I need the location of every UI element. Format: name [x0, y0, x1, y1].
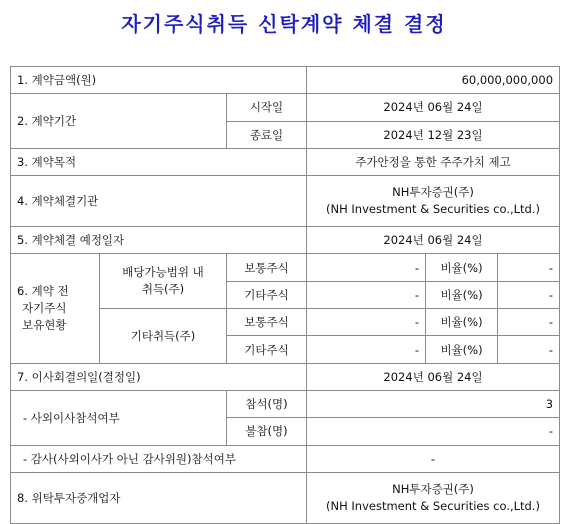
- group1-line1: 배당가능범위 내: [122, 265, 204, 280]
- present-label: 참석(명): [227, 390, 307, 417]
- ratio-label: 비율(%): [426, 336, 498, 363]
- row-board-resolution: [11, 363, 560, 390]
- row-contract-period-start: [11, 94, 560, 121]
- row-auditor-attendance: [11, 445, 560, 472]
- contract-amount-value: 60,000,000,000: [307, 67, 560, 94]
- contract-amount-label: 1. 계약금액(원): [11, 67, 307, 94]
- institution-name-korean: NH투자증권(주): [392, 185, 474, 200]
- row-contract-purpose: [11, 148, 560, 175]
- holding-label-line1: 6. 계약 전: [17, 284, 69, 299]
- disclosure-table: [10, 66, 560, 524]
- common-stock-label: 보통주식: [227, 254, 307, 281]
- contract-date-value: 2024년 06월 24일: [307, 227, 560, 254]
- row-contract-institution: [11, 176, 560, 227]
- ratio-value: -: [498, 254, 560, 281]
- ratio-label: 비율(%): [426, 309, 498, 336]
- board-resolution-value: 2024년 06월 24일: [307, 363, 560, 390]
- auditor-attendance-value: -: [307, 445, 560, 472]
- board-resolution-label: 7. 이사회결의일(결정일): [11, 363, 307, 390]
- common-stock-qty: -: [307, 254, 426, 281]
- contract-period-label: 2. 계약기간: [11, 94, 227, 149]
- common-stock-qty: -: [307, 309, 426, 336]
- other-stock-qty: -: [307, 281, 426, 308]
- absent-value: -: [307, 418, 560, 445]
- ratio-value: -: [498, 309, 560, 336]
- contract-date-label: 5. 계약체결 예정일자: [11, 227, 307, 254]
- row-outside-director-present: [11, 390, 560, 417]
- treasury-stock-holding-label: [11, 254, 100, 363]
- ratio-value: -: [498, 281, 560, 308]
- contract-institution-label: 4. 계약체결기관: [11, 176, 307, 227]
- other-stock-label: 기타주식: [227, 281, 307, 308]
- contract-purpose-value: 주가안정을 통한 주주가치 제고: [307, 148, 560, 175]
- other-stock-label: 기타주식: [227, 336, 307, 363]
- common-stock-label: 보통주식: [227, 309, 307, 336]
- other-stock-qty: -: [307, 336, 426, 363]
- ratio-value: -: [498, 336, 560, 363]
- broker-value: [307, 472, 560, 523]
- broker-name-english: (NH Investment & Securities co.,Ltd.): [326, 498, 540, 513]
- contract-institution-value: [307, 176, 560, 227]
- end-date-label: 종료일: [227, 121, 307, 148]
- holding-label-line2: 자기주식: [22, 301, 67, 316]
- group1-line2: 취득(주): [141, 282, 185, 297]
- other-acquisition-label: 기타취득(주): [100, 309, 227, 364]
- auditor-attendance-label: - 감사(사외이사가 아닌 감사위원)참석여부: [11, 445, 307, 472]
- ratio-label: 비율(%): [426, 281, 498, 308]
- present-value: 3: [307, 390, 560, 417]
- row-contract-date: [11, 227, 560, 254]
- within-dividend-range-label: [100, 254, 227, 309]
- broker-name-korean: NH투자증권(주): [392, 481, 474, 496]
- row-broker: [11, 472, 560, 523]
- contract-purpose-label: 3. 계약목적: [11, 148, 307, 175]
- absent-label: 불참(명): [227, 418, 307, 445]
- row-holding-1: [11, 254, 560, 281]
- broker-label: 8. 위탁투자중개업자: [11, 472, 307, 523]
- start-date-label: 시작일: [227, 94, 307, 121]
- institution-name-english: (NH Investment & Securities co.,Ltd.): [326, 202, 540, 217]
- start-date-value: 2024년 06월 24일: [307, 94, 560, 121]
- holding-label-line3: 보유현황: [22, 318, 67, 333]
- row-contract-amount: [11, 67, 560, 94]
- page-title: 자기주식취득 신탁계약 체결 결정: [121, 12, 447, 36]
- outside-director-attendance-label: - 사외이사참석여부: [11, 390, 227, 445]
- end-date-value: 2024년 12월 23일: [307, 121, 560, 148]
- ratio-label: 비율(%): [426, 254, 498, 281]
